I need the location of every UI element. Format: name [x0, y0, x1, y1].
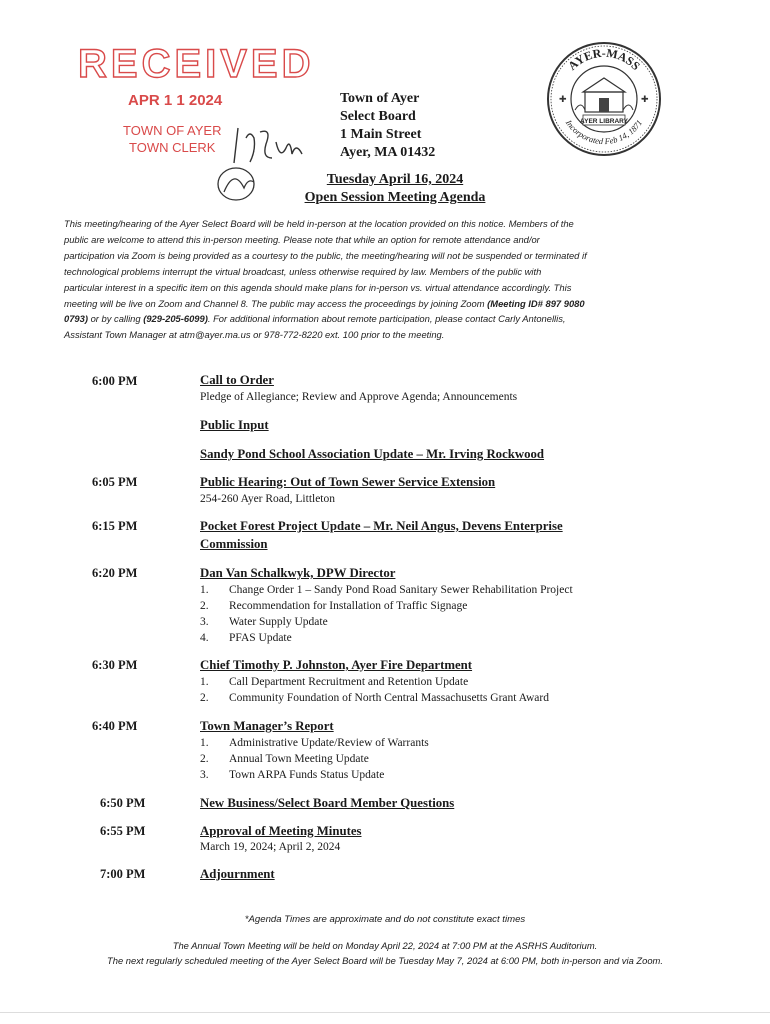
stamp-town-line: TOWN OF AYER — [123, 123, 222, 138]
agenda-item-title-cont: Commission — [200, 537, 268, 551]
notice-line: public are welcome to attend this in-person meeting. Please note that while an option for remote attendance and/or — [64, 233, 540, 245]
agenda-time: 6:40 PM — [92, 719, 138, 733]
list-item: PFAS Update — [229, 632, 292, 644]
page-edge — [0, 1012, 770, 1013]
stamp-word: RECEIVED — [78, 42, 315, 86]
stamp-town — [123, 122, 221, 156]
page-footer — [0, 938, 770, 968]
agenda-item-title: Dan Van Schalkwyk, DPW Director — [200, 566, 396, 580]
list-number: 2. — [200, 692, 209, 704]
agenda-time: 6:50 PM — [100, 796, 146, 810]
agenda-item-title: Pocket Forest Project Update – Mr. Neil Angus, Devens Enterprise — [200, 519, 563, 533]
list-number: 2. — [200, 600, 209, 612]
agenda-time: 6:00 PM — [92, 374, 138, 388]
org-name: Town of Ayer — [340, 91, 420, 106]
agenda-item-sub: 254-260 Ayer Road, Littleton — [200, 493, 336, 505]
stamp-date: APR 1 1 2024 — [128, 92, 223, 109]
footer-line: The next regularly scheduled meeting of the Ayer Select Board will be Tuesday May 7, 2024 at 6:00 PM, both in-person and via Zoom. — [107, 955, 663, 966]
footer-line: The Annual Town Meeting will be held on Monday April 22, 2024 at 7:00 PM at the ASRHS Auditorium. — [172, 940, 598, 951]
agenda-footnote: *Agenda Times are approximate and do not constitute exact times — [244, 914, 526, 925]
svg-text:✚: ✚ — [641, 94, 649, 104]
notice-line: participation via Zoom is being provided as a courtesy to the public, the meeting/hearing will not be suspended or terminated if — [64, 249, 587, 261]
zoom-meeting-id: (Meeting ID# 897 9080 — [487, 297, 585, 309]
agenda-item-title: Approval of Meeting Minutes — [200, 824, 362, 838]
notice-line: This meeting/hearing of the Ayer Select Board will be held in-person at the location provided on this notice. Members of the — [64, 218, 574, 229]
list-item: Community Foundation of North Central Massachusetts Grant Award — [229, 692, 549, 704]
agenda-item-title: Call to Order — [200, 373, 274, 387]
agenda-item-sub: Pledge of Allegiance; Review and Approve Agenda; Announcements — [200, 391, 518, 403]
city-address: Ayer, MA 01432 — [340, 145, 436, 160]
agenda-item-title: Town Manager’s Report — [200, 719, 334, 733]
notice-line: meeting will be live on Zoom and Channel 8. The public may access the proceedings by joining Zoom (Meeting ID# 897 9080 — [64, 297, 585, 309]
notice-line: technological problems interrupt the virtual broadcast, unless otherwise required by law. Members of the public with — [64, 265, 542, 277]
list-number: 3. — [200, 769, 209, 781]
agenda-time: 6:30 PM — [92, 658, 138, 672]
notice-line: Assistant Town Manager at atm@ayer.ma.us or 978-772-8220 ext. 100 prior to the meeting. — [64, 329, 445, 341]
list-item: Annual Town Meeting Update — [229, 753, 369, 765]
town-header — [340, 90, 435, 162]
notice-line: particular interest in a specific item on this agenda should make plans for in-person vs. virtual attendance accordingly. This — [64, 281, 572, 293]
list-number: 2. — [200, 753, 209, 765]
list-number: 1. — [200, 737, 209, 749]
board-name: Select Board — [340, 109, 416, 124]
seal-bottom-text: Incorporated Feb 14, 1871 — [563, 117, 645, 147]
agenda-item-title: New Business/Select Board Member Questions — [200, 796, 455, 810]
agenda-item-title: Public Hearing: Out of Town Sewer Service Extension — [200, 475, 496, 489]
list-number: 1. — [200, 584, 209, 596]
meeting-date: Tuesday April 16, 2024 — [326, 172, 464, 187]
meeting-title: Open Session Meeting Agenda — [304, 190, 486, 205]
svg-text:✚: ✚ — [559, 94, 567, 104]
town-seal — [545, 40, 663, 158]
list-number: 1. — [200, 676, 209, 688]
agenda-time: 6:20 PM — [92, 566, 138, 580]
street-address: 1 Main Street — [340, 127, 422, 142]
stamp-clerk-line: TOWN CLERK — [129, 140, 216, 155]
list-number: 3. — [200, 616, 209, 628]
seal-banner: AYER LIBRARY — [580, 118, 628, 125]
notice-line: 0793) or by calling (929-205-6099). For additional information about remote participation, please contact Carly Antonellis, — [64, 313, 566, 325]
meeting-notice — [64, 216, 694, 343]
agenda-time: 6:05 PM — [92, 475, 138, 489]
agenda-time: 7:00 PM — [100, 867, 146, 881]
list-number: 4. — [200, 632, 209, 644]
agenda-time: 6:55 PM — [100, 824, 146, 838]
agenda-time: 6:15 PM — [92, 519, 138, 533]
list-item: Town ARPA Funds Status Update — [229, 769, 385, 781]
list-item: Change Order 1 – Sandy Pond Road Sanitary Sewer Rehabilitation Project — [229, 584, 573, 596]
agenda-item-title: Chief Timothy P. Johnston, Ayer Fire Department — [200, 658, 473, 672]
agenda-item-title: Sandy Pond School Association Update – Mr. Irving Rockwood — [200, 447, 545, 461]
agenda-item-title: Adjournment — [200, 867, 275, 881]
phone-number: (929-205-6099) — [143, 313, 208, 325]
agenda-item-title: Public Input — [200, 418, 269, 432]
agenda-item-sub: March 19, 2024; April 2, 2024 — [200, 841, 341, 853]
list-item: Recommendation for Installation of Traffic Signage — [229, 600, 468, 612]
list-item: Administrative Update/Review of Warrants — [229, 737, 429, 749]
list-item: Water Supply Update — [229, 616, 328, 628]
list-item: Call Department Recruitment and Retention Update — [229, 676, 469, 688]
seal-top-text: AYER-MASS — [565, 45, 643, 73]
